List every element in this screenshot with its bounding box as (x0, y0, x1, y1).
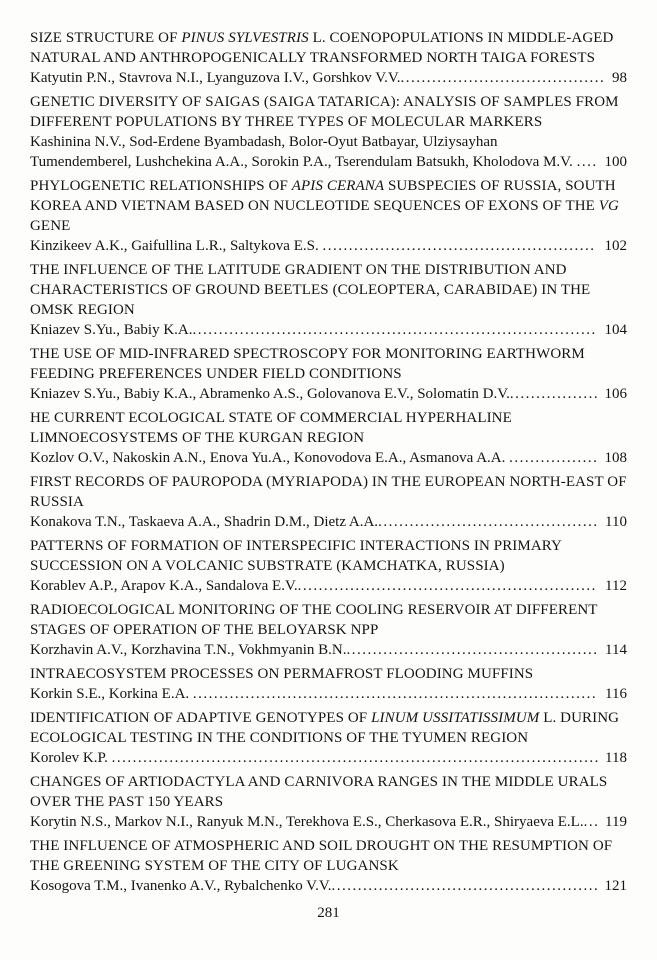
toc-entry (30, 28, 627, 88)
entry-authors: Kniazev S.Yu., Babiy K.A. (30, 322, 193, 338)
entry-page-ref: 112 (605, 578, 627, 594)
dot-leader: .......................................... (378, 514, 599, 530)
toc-entry (30, 664, 627, 704)
toc-entry (30, 344, 627, 404)
entry-authors: Korytin N.S., Markov N.I., Ranyuk M.N., Terekhova E.S., Cherkasova E.R., Shiryaeva E.L. (30, 814, 584, 830)
entry-authors: Korablev A.P., Arapov K.A., Sandalova E.V. (30, 578, 298, 594)
dot-leader: ............................................................................. (192, 686, 598, 702)
dot-leader: ............................................................................................. (111, 750, 600, 766)
entry-authors: Kosogova T.M., Ivanenko A.V., Rybalchenko V.V. (30, 878, 332, 894)
toc-entry (30, 92, 627, 172)
entry-page-ref: 116 (605, 686, 627, 702)
entry-title: THE USE OF MID-INFRARED SPECTROSCOPY FOR MONITORING EARTHWORM FEEDING PREFERENCES UNDER FIELD CONDITIONS (30, 346, 585, 382)
dot-leader: ................................................... (331, 878, 600, 894)
entry-title: GENETIC DIVERSITY OF SAIGAS (SAIGA TATARICA): ANALYSIS OF SAMPLES FROM DIFFERENT POPULATIONS BY THREE TYPES OF MOLECULAR MARKERS (30, 94, 619, 130)
toc-entry (30, 772, 627, 832)
entry-title: IDENTIFICATION OF ADAPTIVE GENOTYPES OF LINUM USSITATISSIMUM L. DURING ECOLOGICAL TESTING IN THE CONDITIONS OF THE TYUMEN REGION (30, 710, 620, 746)
entry-title: RADIOECOLOGICAL MONITORING OF THE COOLING RESERVOIR AT DIFFERENT STAGES OF OPERATION OF THE BELOYARSK NPP (30, 602, 598, 638)
toc-entry (30, 260, 627, 340)
dot-leader: ... (583, 814, 600, 830)
dot-leader: ............................................................................. (192, 322, 597, 338)
entry-title: INTRAECOSYSTEM PROCESSES ON PERMAFROST FLOODING MUFFINS (30, 666, 534, 682)
entry-authors: Korolev K.P. (30, 750, 112, 766)
entry-authors-row (30, 684, 627, 704)
toc-entry (30, 708, 627, 768)
entry-page-ref: 121 (604, 878, 627, 894)
entry-title: HE CURRENT ECOLOGICAL STATE OF COMMERCIAL HYPERHALINE LIMNOECOSYSTEMS OF THE KURGAN REGION (30, 410, 512, 446)
entry-page-ref: 106 (604, 386, 627, 402)
dot-leader: ....................................... (400, 70, 606, 86)
entry-title: CHANGES OF ARTIODACTYLA AND CARNIVORA RANGES IN THE MIDDLE URALS OVER THE PAST 150 YEARS (30, 774, 608, 810)
entry-authors-row (30, 68, 627, 88)
entry-authors-row (30, 812, 627, 832)
toc-entry (30, 472, 627, 532)
entry-authors: Kniazev S.Yu., Babiy K.A., Abramenko A.S., Golovanova E.V., Solomatin D.V. (30, 386, 510, 402)
toc-entry (30, 600, 627, 660)
entry-title: PATTERNS OF FORMATION OF INTERSPECIFIC INTERACTIONS IN PRIMARY SUCCESSION ON A VOLCANIC SUBSTRATE (KAMCHATKA, RUSSIA) (30, 538, 562, 574)
entry-authors-row (30, 448, 627, 468)
toc-entry (30, 836, 627, 896)
entry-authors-row (30, 876, 627, 896)
entry-page-ref: 100 (604, 154, 627, 170)
dot-leader: ................. (509, 450, 599, 466)
entry-authors-row (30, 320, 627, 340)
entry-page-ref: 119 (605, 814, 627, 830)
entry-authors-row (30, 512, 627, 532)
entry-page-ref: 102 (604, 238, 627, 254)
entry-authors: Kashinina N.V., Sod-Erdene Byambadash, Bolor-Oyut Batbayar, Ulziysayhan Tumendemberel, Lushchekina A.A., Sorokin P.A., Tserendulam Batsukh, Kholodova M.V. (30, 134, 577, 170)
entry-page-ref: 98 (612, 70, 627, 86)
entry-authors: Korzhavin A.V., Korzhavina T.N., Vokhmyanin B.N. (30, 642, 347, 658)
entry-authors: Kinzikeev A.K., Gaifullina L.R., Saltykova E.S. (30, 238, 323, 254)
page-number: 281 (317, 905, 340, 921)
entry-authors: Kozlov O.V., Nakoskin A.N., Enova Yu.A., Konovodova E.A., Asmanova A.A. (30, 450, 510, 466)
entry-title: THE INFLUENCE OF THE LATITUDE GRADIENT ON THE DISTRIBUTION AND CHARACTERISTICS OF GROUND BEETLES (COLEOPTERA, CARABIDAE) IN THE OMSK REGION (30, 262, 591, 318)
entry-title: FIRST RECORDS OF PAUROPODA (MYRIAPODA) IN THE EUROPEAN NORTH-EAST OF RUSSIA (30, 474, 627, 510)
entry-authors-row (30, 748, 627, 768)
toc-entry (30, 536, 627, 596)
dot-leader: ................................................ (346, 642, 599, 658)
entry-authors-row (30, 236, 627, 256)
dot-leader: .... (576, 154, 598, 170)
entry-authors: Korkin S.E., Korkina E.A. (30, 686, 193, 702)
entry-title: SIZE STRUCTURE OF PINUS SYLVESTRIS L. COENOPOPULATIONS IN MIDDLE-AGED NATURAL AND ANTHROPOGENICALLY TRANSFORMED NORTH TAIGA FORESTS (30, 30, 614, 66)
dot-leader: .................................................... (322, 238, 596, 254)
entry-page-ref: 118 (605, 750, 627, 766)
dot-leader: ................. (509, 386, 600, 402)
toc-list (30, 28, 627, 896)
entry-title: THE INFLUENCE OF ATMOSPHERIC AND SOIL DROUGHT ON THE RESUMPTION OF THE GREENING SYSTEM OF THE CITY OF LUGANSK (30, 838, 613, 874)
entry-authors: Katyutin P.N., Stavrova N.I., Lyanguzova I.V., Gorshkov V.V. (30, 70, 401, 86)
entry-authors-row (30, 132, 627, 172)
entry-authors-row (30, 384, 627, 404)
toc-entry (30, 176, 627, 256)
entry-authors: Konakova T.N., Taskaeva A.A., Shadrin D.M., Dietz A.A. (30, 514, 379, 530)
entry-page-ref: 104 (604, 322, 627, 338)
toc-entry (30, 408, 627, 468)
entry-page-ref: 110 (605, 514, 627, 530)
entry-page-ref: 114 (605, 642, 627, 658)
entry-authors-row (30, 640, 627, 660)
entry-page-ref: 108 (604, 450, 627, 466)
entry-title: PHYLOGENETIC RELATIONSHIPS OF APIS CERANA SUBSPECIES OF RUSSIA, SOUTH KOREA AND VIETNAM BASED ON NUCLEOTIDE SEQUENCES OF EXONS OF THE VG GENE (30, 178, 619, 234)
entry-authors-row (30, 576, 627, 596)
dot-leader: ......................................................... (297, 578, 597, 594)
